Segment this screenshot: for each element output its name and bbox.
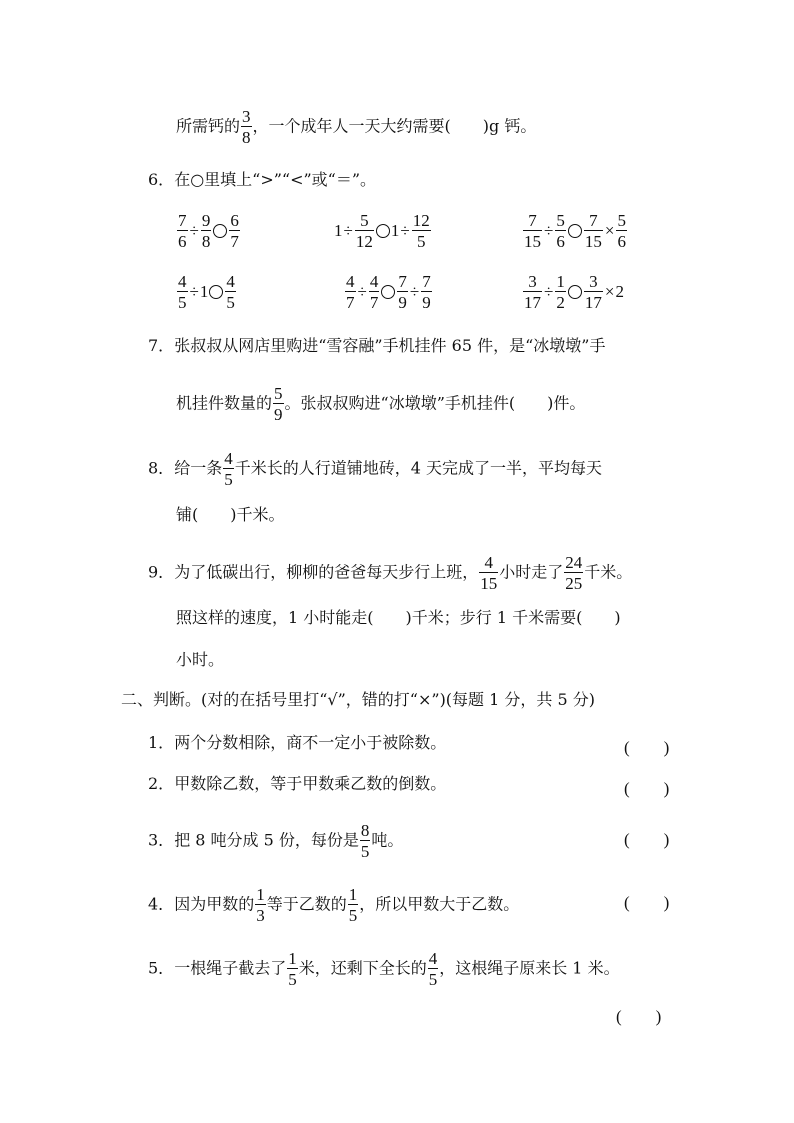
compare-circle[interactable]	[213, 224, 227, 238]
q9-line3: 小时。	[176, 650, 225, 669]
judge-4-fraction-2: $\frac{1}{5}$	[348, 885, 358, 925]
q7-fraction: $\frac{5}{9}$	[274, 384, 283, 424]
q6-item-a: $\frac{7}{6}$ ÷ $\frac{9}{8}$ $\frac{6}{7}$	[178, 211, 239, 251]
q7-line1: 7．张叔叔从网店里购进“雪容融”手机挂件 65 件，是“冰墩墩”手	[148, 336, 606, 355]
q6-item-e: $\frac{4}{7}$ ÷ $\frac{4}{7}$ $\frac{7}{9}$ ÷ $\frac{7}{9}$	[346, 272, 431, 312]
q6-item-b: 1÷ $\frac{5}{12}$ 1÷ $\frac{12}{5}$	[334, 211, 430, 251]
q9-line1: 9．为了低碳出行，柳柳的爸爸每天步行上班， $\frac{4}{15}$ 小时走了 $\frac{24}{25}$ 千米。	[148, 553, 633, 593]
judge-item-5: 5．一根绳子截去了 $\frac{1}{5}$ 米，还剩下全长的 $\frac{4}{5}$ ，这根绳子原来长 1 米。	[148, 949, 620, 989]
judge-item-4: 4．因为甲数的 $\frac{1}{3}$ 等于乙数的 $\frac{1}{5}$ ，所以甲数大于乙数。	[148, 885, 520, 925]
judge-5-answer-paren[interactable]: ( )	[616, 1007, 662, 1026]
section2-title: 二、判断。(对的在括号里打“√”，错的打“×”)(每题 1 分，共 5 分)	[121, 690, 595, 709]
judge-4-answer-paren[interactable]: ( )	[624, 893, 670, 912]
q7-line2: 机挂件数量的 $\frac{5}{9}$ 。张叔叔购进“冰墩墩”手机挂件( )件。	[176, 384, 586, 424]
q5-post: ，一个成年人一天大约需要( )g 钙。	[252, 116, 537, 136]
judge-5-fraction-1: $\frac{1}{5}$	[288, 949, 297, 989]
q8-number: 8．	[148, 458, 175, 478]
judge-3-answer-paren[interactable]: ( )	[624, 830, 670, 849]
q7-number: 7．	[148, 336, 175, 355]
q9-fraction-1: $\frac{4}{15}$	[480, 553, 498, 593]
judge-1-answer-paren[interactable]: ( )	[624, 738, 670, 757]
q5-line	[176, 108, 536, 146]
judge-3-fraction: $\frac{8}{5}$	[360, 821, 370, 861]
q8-fraction: $\frac{4}{5}$	[224, 449, 233, 489]
compare-circle[interactable]	[568, 285, 582, 299]
q5-fraction: $\frac{3}{8}$	[242, 107, 251, 147]
q9-line2: 照这样的速度，1 小时能走( )千米；步行 1 千米需要( )	[176, 608, 621, 627]
compare-circle[interactable]	[381, 285, 395, 299]
q6-prompt	[148, 170, 376, 190]
q6-item-f: $\frac{3}{17}$ ÷ $\frac{1}{2}$ $\frac{3}{17}$ ×2	[524, 272, 624, 312]
compare-circle[interactable]	[376, 224, 390, 238]
judge-5-fraction-2: $\frac{4}{5}$	[428, 949, 438, 989]
judge-item-3: 3．把 8 吨分成 5 份，每份是 $\frac{8}{5}$ 吨。	[148, 821, 404, 861]
judge-2-answer-paren[interactable]: ( )	[624, 779, 670, 798]
judge-item-2: 2．甲数除乙数，等于甲数乘乙数的倒数。	[148, 774, 447, 793]
q5-pre: 所需钙的	[176, 116, 241, 136]
q9-number: 9．	[148, 562, 175, 582]
q9-fraction-2: $\frac{24}{25}$	[565, 553, 583, 593]
q6-item-c: $\frac{7}{15}$ ÷ $\frac{5}{6}$ $\frac{7}{15}$ × $\frac{5}{6}$	[524, 211, 626, 251]
compare-circle[interactable]	[568, 224, 582, 238]
q6-text: 在○里填上“>”“<”或“＝”。	[174, 170, 377, 189]
q8-line2: 铺( )千米。	[176, 505, 285, 524]
q6-number: 6．	[148, 170, 175, 189]
q8-line1: 8．给一条 $\frac{4}{5}$ 千米长的人行道铺地砖，4 天完成了一半，平均每天	[148, 449, 602, 489]
judge-item-1: 1．两个分数相除，商不一定小于被除数。	[148, 733, 447, 752]
compare-circle[interactable]	[209, 285, 223, 299]
judge-4-fraction-1: $\frac{1}{3}$	[256, 885, 265, 925]
q6-item-d: $\frac{4}{5}$ ÷1 $\frac{4}{5}$	[178, 272, 235, 312]
